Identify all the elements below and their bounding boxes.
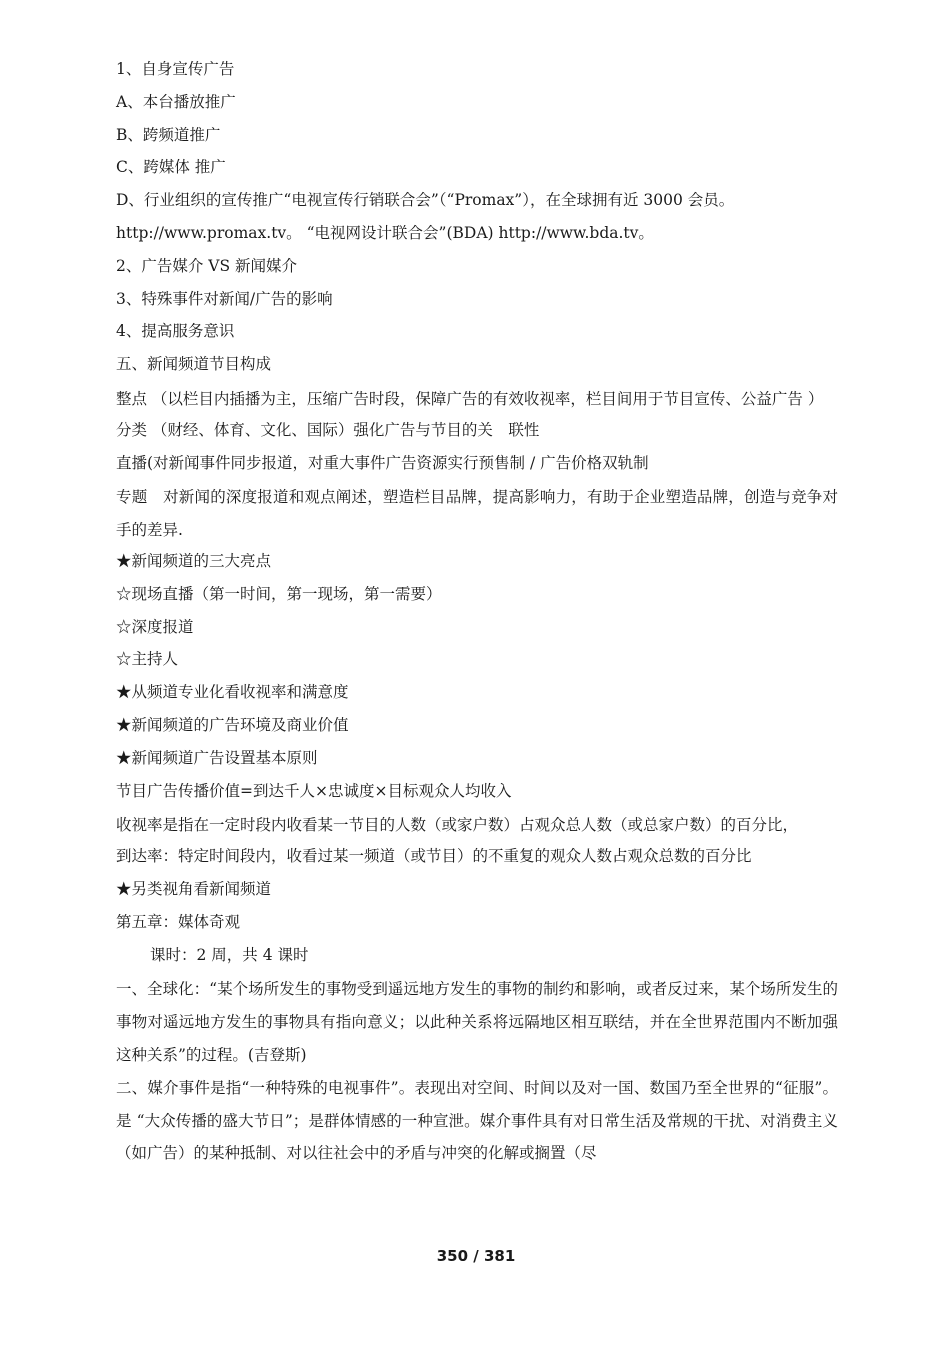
text-line: B、跨频道推广 xyxy=(116,125,221,144)
formula-line: 节目广告传播价值=到达千人×忠诚度×目标观众人均收入 xyxy=(116,781,512,800)
bullet-heading: ★新闻频道的三大亮点 xyxy=(116,551,272,570)
text-line: D、行业组织的宣传推广“电视宣传行销联合会”（“Promax”），在全球拥有近 3000 会员。 xyxy=(116,191,735,210)
text-line: 4、提高服务意识 xyxy=(116,322,235,341)
bullet-heading: ★新闻频道的广告环境及商业价值 xyxy=(116,715,349,734)
bullet-heading: ★另类视角看新闻频道 xyxy=(116,879,272,898)
text-paragraph: 专题 对新闻的深度报道和观点阐述，塑造栏目品牌，提高影响力，有助于企业塑造品牌，创造与竞争对手的差异. xyxy=(116,488,838,540)
text-line: 1、自身宣传广告 xyxy=(116,60,235,78)
bullet-heading: ★从频道专业化看收视率和满意度 xyxy=(116,683,349,702)
text-line: 到达率：特定时间段内，收看过某一频道（或节目）的不重复的观众人数占观众总数的百分比 xyxy=(116,847,752,866)
text-line: http://www.promax.tv。 “电视网设计联合会”(BDA) http://www.bda.tv。 xyxy=(116,223,654,242)
text-paragraph: 二、媒介事件是指“一种特殊的电视事件”。表现出对空间、时间以及对一国、数国乃至全世界的“征服”。是 “大众传播的盛大节日”；是群体情感的一种宣泄。媒介事件具有对日常生活及常规的干扰、对消费主义（如广告）的某种抵制、对以往社会中的矛盾与冲突的化解或搁置（尽 xyxy=(116,1078,838,1163)
bullet-item: ☆深度报道 xyxy=(116,617,194,636)
text-line: 分类 （财经、体育、文化、国际）强化广告与节目的关 联性 xyxy=(116,420,540,439)
text-paragraph: 收视率是指在一定时段内收看某一节目的人数（或家户数）占观众总人数（或总家户数）的百分比， xyxy=(116,816,799,835)
class-hours: 课时：2 周，共 4 课时 xyxy=(150,945,309,964)
text-paragraph: 整点 （以栏目内插播为主，压缩广告时段，保障广告的有效收视率，栏目间用于节目宣传、公益广告 ） xyxy=(116,389,824,408)
bullet-heading: ★新闻频道广告设置基本原则 xyxy=(116,748,318,767)
text-line: 3、特殊事件对新闻/广告的影响 xyxy=(116,289,333,308)
chapter-heading: 第五章：媒体奇观 xyxy=(116,912,241,931)
page-number: 350 / 381 xyxy=(436,1247,516,1265)
text-line: A、本台播放推广 xyxy=(116,92,236,111)
document-body xyxy=(116,55,838,1170)
bullet-item: ☆现场直播（第一时间，第一现场，第一需要） xyxy=(116,584,442,603)
text-line: 2、广告媒介 VS 新闻媒介 xyxy=(116,256,298,275)
bullet-item: ☆主持人 xyxy=(116,650,179,669)
text-paragraph: 一、全球化：“某个场所发生的事物受到遥远地方发生的事物的制约和影响，或者反过来，某个场所发生的事物对遥远地方发生的事物具有指向意义；以此种关系将远隔地区相互联结，并在全世界范围内不断加强这种关系”的过程。(吉登斯) xyxy=(116,980,838,1064)
text-line: 直播(对新闻事件同步报道，对重大事件广告资源实行预售制 / 广告价格双轨制 xyxy=(116,453,649,472)
text-line: C、跨媒体 推广 xyxy=(116,158,226,177)
section-heading: 五、新闻频道节目构成 xyxy=(116,355,272,374)
